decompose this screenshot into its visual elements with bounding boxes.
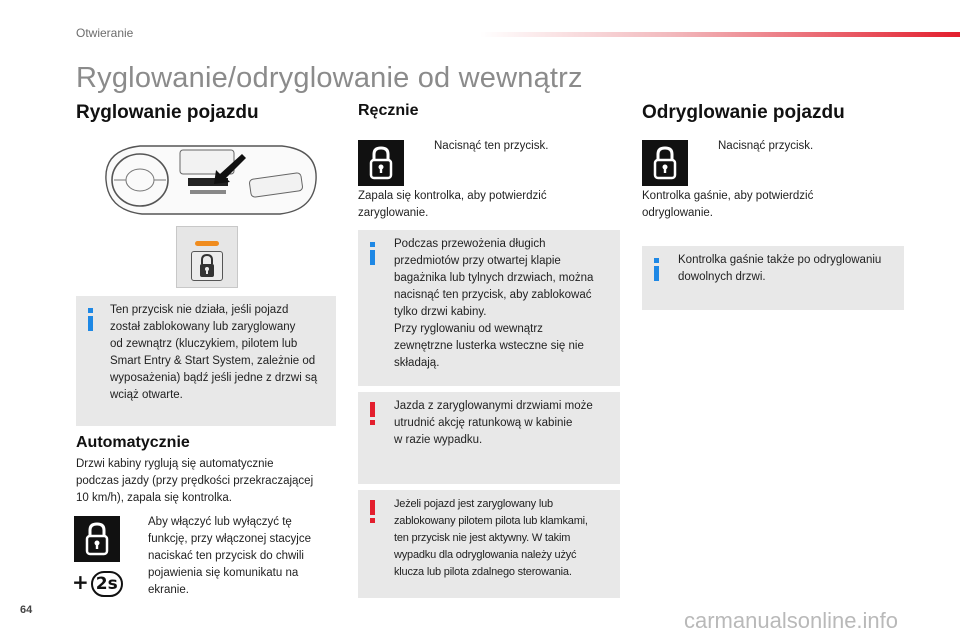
- info-note-text: Podczas przewożenia długich przedmiotów przy otwartej klapie bagażnika lub tylnych drzwiach, można nacisnąć ten przycisk, aby zablokować tylko drzwi kabiny. Przy ryglowaniu od wewnątrz zewnętrzne lusterka wsteczne się nie składają.: [394, 238, 594, 369]
- warning-note-text: Jazda z zaryglowanymi drzwiami może utrudnić akcję ratunkową w kabinie w razie wypadku.: [394, 400, 593, 446]
- lock-button-icon-manual: [358, 140, 404, 186]
- header-rule: [480, 32, 960, 37]
- manual-bullet: [418, 138, 618, 155]
- manual-bullet-text: Nacisnąć ten przycisk.: [434, 140, 549, 152]
- manual-text: Zapala się kontrolka, aby potwierdzić zaryglowanie.: [358, 190, 547, 219]
- warning-note-1: [358, 392, 620, 484]
- unlock-text: Kontrolka gaśnie, aby potwierdzić odryglowanie.: [642, 190, 814, 219]
- heading-unlocking: Odryglowanie pojazdu: [642, 102, 845, 123]
- hold-2s-badge: [72, 570, 123, 597]
- info-note-text: Kontrolka gaśnie także po odryglowaniu dowolnych drzwi.: [678, 254, 882, 283]
- warning-icon: [368, 402, 376, 426]
- page-title: Ryglowanie/odryglowanie od wewnątrz: [76, 62, 583, 94]
- warning-note-2: [358, 490, 620, 598]
- lock-button-icon-auto: [74, 516, 120, 562]
- indicator-led: [195, 241, 219, 246]
- heading-manual: Ręcznie: [358, 102, 419, 119]
- lock-button-icon-unlock: [642, 140, 688, 186]
- hold-plus: +: [72, 570, 89, 594]
- unlock-bullet: [702, 138, 902, 155]
- heading-automatic: Automatycznie: [76, 434, 190, 451]
- unlock-bullet-text: Nacisnąć przycisk.: [718, 140, 814, 152]
- warning-icon: [368, 500, 376, 524]
- padlock-icon: [358, 140, 404, 186]
- padlock-icon: [74, 516, 120, 562]
- automatic-text: Drzwi kabiny ryglują się automatycznie podczas jazdy (przy prędkości przekraczającej 10 km/h), zapala się kontrolka.: [76, 458, 314, 504]
- section-label: Otwieranie: [76, 26, 134, 40]
- info-note-text: Ten przycisk nie działa, jeśli pojazd został zablokowany lub zaryglowany od zewnątrz (kluczykiem, pilotem lub Smart Entry & Start System, zależnie od wyposażenia) bądź jeśli jedne z drzwi są wciąż otwarte.: [110, 304, 318, 401]
- watermark: carmanualsonline.info: [684, 608, 899, 633]
- info-note-left: [76, 296, 336, 426]
- automatic-bullet-text: Aby włączyć lub wyłączyć tę funkcję, przy włączonej stacyjce naciskać ten przycisk do chwili pojawienia się komunikatu na ekranie.: [148, 516, 311, 596]
- lock-button-outline: [191, 251, 223, 281]
- page-number: 64: [20, 604, 33, 616]
- info-icon: [86, 308, 94, 330]
- automatic-bullet: [132, 514, 338, 599]
- padlock-icon: [642, 140, 688, 186]
- hold-duration: 2s: [91, 571, 123, 597]
- dashboard-illustration: [100, 140, 322, 220]
- info-icon: [652, 258, 660, 280]
- warning-note-text: Jeżeli pojazd jest zaryglowany lub zablokowany pilotem pilota lub klamkami, ten przycisk nie jest aktywny. W takim wypadku dla odryglowania należy użyć klucza lub pilota zdalnego sterowania.: [394, 498, 588, 578]
- info-note-right: [642, 246, 904, 310]
- info-note-middle: [358, 230, 620, 386]
- lock-button-panel: [176, 226, 238, 288]
- padlock-icon: [192, 252, 222, 280]
- info-icon: [368, 242, 376, 264]
- heading-locking: Ryglowanie pojazdu: [76, 102, 259, 123]
